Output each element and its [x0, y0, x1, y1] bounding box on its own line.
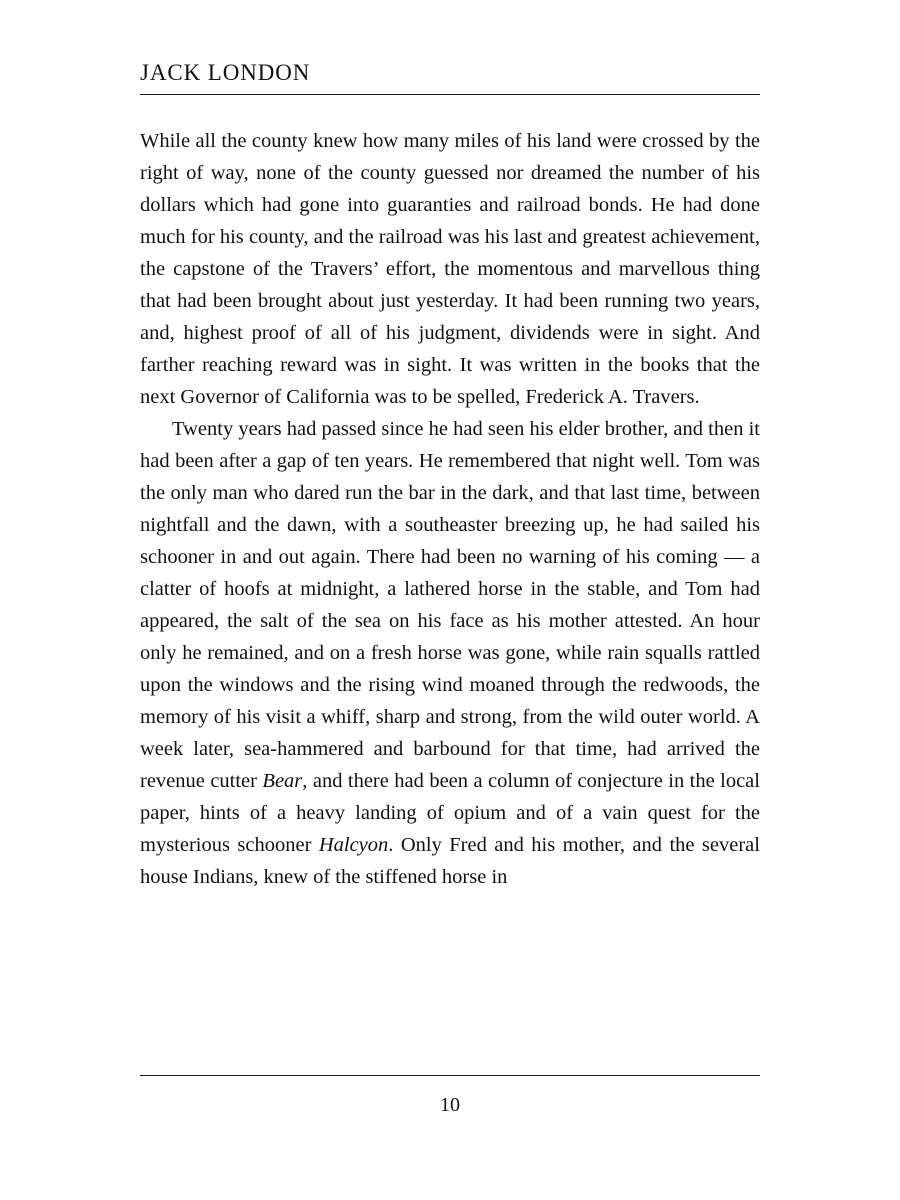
running-head: JACK LONDON [140, 60, 311, 85]
italic-run: Bear [262, 770, 303, 793]
body-text [140, 125, 760, 893]
italic-run: Halcyon [318, 834, 389, 857]
paragraph [140, 413, 760, 893]
page-number: 10 [440, 1094, 460, 1116]
text-run: . Only Fred and his mother, and the several house Indians, knew of the stiffened horse in [140, 834, 760, 889]
footer-rule [140, 1075, 760, 1076]
text-run: , and there had been a column of conjecture in the local paper, hints of a heavy landing of opium and of a vain quest for the mysterious schooner [140, 770, 760, 857]
page-footer [140, 1075, 760, 1117]
header-rule [140, 94, 760, 95]
page-content [140, 60, 760, 893]
paragraph [140, 125, 760, 413]
text-run: While all the county knew how many miles of his land were crossed by the right of way, none of the county guessed nor dreamed the number of his dollars which had gone into guaranties and railroad bonds. He had done much for his county, and the railroad was his last and greatest achievement, the capstone of the Travers’ effort, the momentous and marvellous thing that had been brought about just yesterday. It had been running two years, and, highest proof of all of his judgment, dividends were in sight. And farther reaching reward was in sight. It was written in the books that the next Governor of California was to be spelled, Frederick A. Travers. [140, 130, 760, 409]
text-run: Twenty years had passed since he had seen his elder brother, and then it had been after a gap of ten years. He remembered that night well. Tom was the only man who dared run the bar in the dark, and that last time, between nightfall and the dawn, with a southeaster breezing up, he had sailed his schooner in and out again. There had been no warning of his coming — a clatter of hoofs at midnight, a lathered horse in the stable, and Tom had appeared, the salt of the sea on his face as his mother attested. An hour only he remained, and on a fresh horse was gone, while rain squalls rattled upon the windows and the rising wind moaned through the redwoods, the memory of his visit a whiff, sharp and strong, from the wild outer world. A week later, sea-hammered and barbound for that time, had arrived the revenue cutter [140, 418, 760, 793]
